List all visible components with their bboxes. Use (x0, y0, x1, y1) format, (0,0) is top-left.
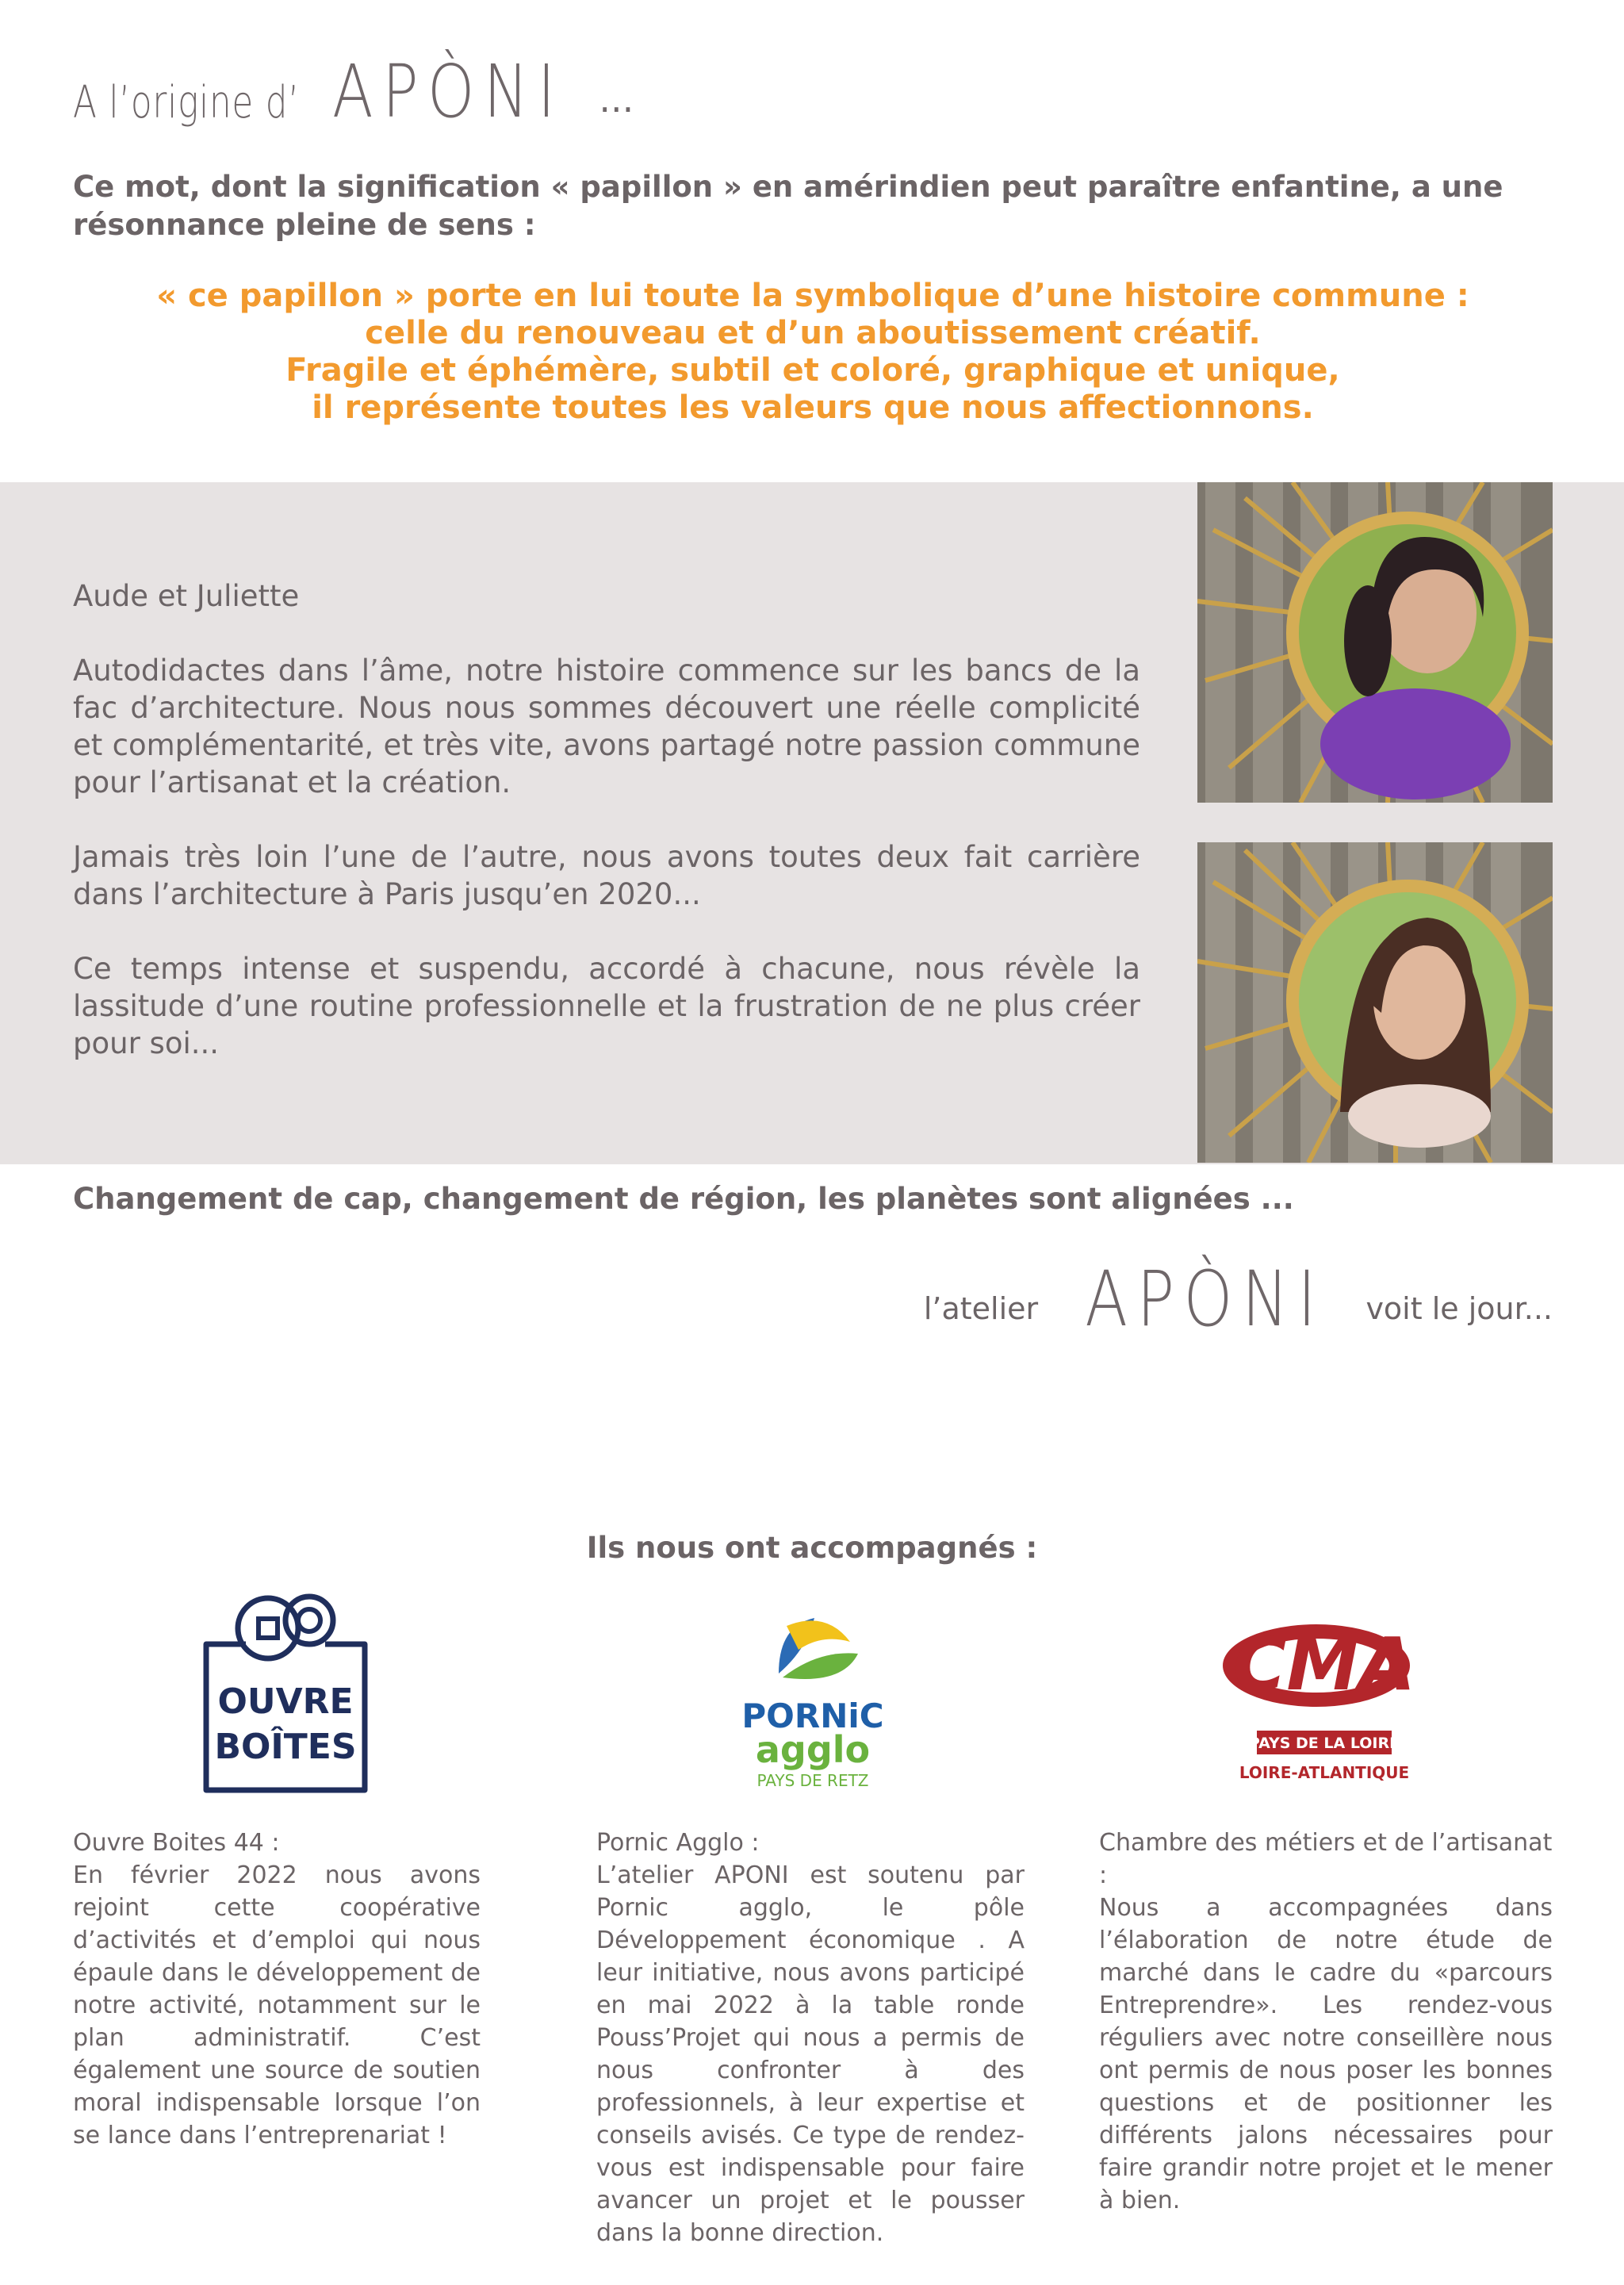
pornic-agglo-logo-icon (723, 1610, 902, 1792)
ouvre-boites-line2: BOÎTES (214, 1727, 357, 1767)
quote-line: Fragile et éphémère, subtil et coloré, graphique et unique, (285, 352, 1340, 389)
atelier-birth-line (923, 1250, 1553, 1344)
quote-line: il représente toutes les valeurs que nous affectionnons. (312, 389, 1314, 426)
sunburst-mirror-portrait-icon (1197, 482, 1553, 803)
partner-lead: Chambre des métiers et de l’artisanat : (1099, 1829, 1553, 1889)
brand-logo-text: APÒNI (1085, 1255, 1326, 1344)
ouvre-boites-logo (198, 1590, 373, 1796)
ouvre-boites-logo-icon (198, 1590, 373, 1796)
pornic-agglo-logo (723, 1610, 902, 1792)
brand-logo-text: APÒNI (331, 49, 565, 134)
title-ellipsis: ... (599, 78, 634, 121)
sunburst-mirror-portrait-icon (1197, 842, 1553, 1163)
cma-line2: LOIRE-ATLANTIQUE (1239, 1763, 1410, 1782)
cma-logo-icon (1213, 1610, 1443, 1792)
intro-quote (73, 278, 1553, 427)
story-paragraph: Autodidactes dans l’âme, notre histoire commence sur les bancs de la fac d’architecture. Nous nous sommes découvert une réelle complicité et complémentarité, et très vite, avons partagé notre passion commune pour l’artisanat et la création. (73, 654, 1140, 799)
page-title (73, 41, 634, 134)
founder-photo-juliette (1197, 842, 1553, 1163)
story-paragraph: Jamais très loin l’une de l’autre, nous avons toutes deux fait carrière dans l’architecture à Paris jusqu’en 2020... (73, 840, 1140, 911)
partner-lead: Pornic Agglo : (596, 1829, 760, 1857)
founders-names: Aude et Juliette (73, 579, 300, 613)
pornic-line3: PAYS DE RETZ (756, 1771, 869, 1790)
partner-text: L’atelier APONI est soutenu par Pornic agglo, le pôle Développement économique . A leur initiative, nous avons participé en mai 2022 à la table ronde Pouss’Projet qui nous a permis de nous confronter à des professionnels, à leur expertise et conseils avisés. Ce type de rendez-vous est indispensable pour faire avancer un projet et le pousser dans la bonne direction. (596, 1861, 1025, 2247)
cma-logo (1213, 1610, 1443, 1792)
intro-text: Ce mot, dont la signification « papillon » en amérindien peut paraître enfantine, a une résonnance pleine de sens : (73, 170, 1503, 242)
partner-text: En février 2022 nous avons rejoint cette coopérative d’activités et d’emploi qui nous épaule dans le développement de notre activité, notamment sur le plan administratif. C’est également une source de soutien moral indispensable lorsque l’on se lance dans l’entreprenariat ! (73, 1861, 481, 2149)
partner-text: Nous a accompagnées dans l’élaboration de notre étude de marché dans le cadre du «parcours Entreprendre». Les rendez-vous réguliers avec notre conseillère nous ont permis de nous poser les bonnes questions et de positionner les différents jalons nécessaires pour faire grandir notre projet et le mener à bien. (1099, 1894, 1553, 2214)
cma-line1: PAYS DE LA LOIRE (1248, 1735, 1400, 1752)
partner-column-pornic (596, 1827, 1025, 2249)
change-of-course-text: Changement de cap, changement de région, les planètes sont alignées ... (73, 1182, 1294, 1216)
birth-prefix: l’atelier (923, 1291, 1039, 1326)
partner-column-cma (1099, 1827, 1553, 2217)
story-section (73, 577, 1140, 1099)
cma-mark: CMA (1232, 1622, 1416, 1707)
birth-suffix: voit le jour... (1365, 1291, 1553, 1326)
pornic-line1: PORNiC (741, 1696, 884, 1735)
quote-line: celle du renouveau et d’un aboutissement créatif. (365, 315, 1261, 351)
partner-lead: Ouvre Boites 44 : (73, 1829, 280, 1857)
quote-line: « ce papillon » porte en lui toute la symbolique d’une histoire commune : (156, 278, 1469, 314)
partner-column-ouvre-boites (73, 1827, 481, 2152)
story-paragraph: Ce temps intense et suspendu, accordé à chacune, nous révèle la lassitude d’une routine professionnelle et la frustration de ne plus créer pour soi... (73, 952, 1140, 1060)
pornic-line2: agglo (755, 1728, 871, 1771)
partners-title: Ils nous ont accompagnés : (586, 1531, 1038, 1565)
title-prefix: A l’origine d’ (73, 77, 300, 128)
ouvre-boites-line1: OUVRE (217, 1681, 354, 1722)
founder-photo-aude (1197, 482, 1553, 803)
